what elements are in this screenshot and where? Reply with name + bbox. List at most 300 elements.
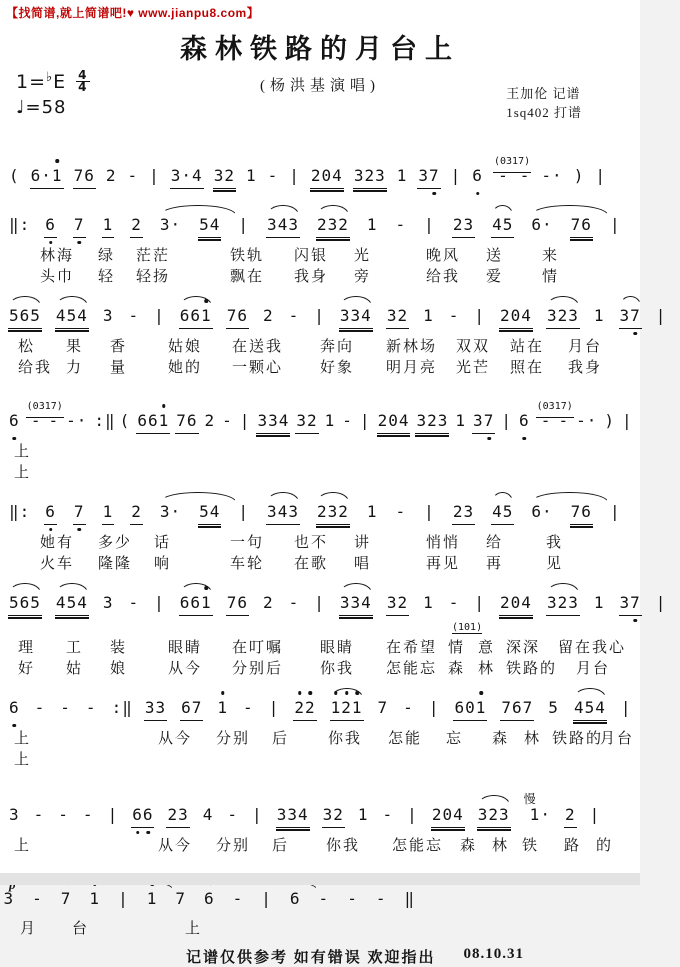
note-group [111,698,134,720]
octave-dot [162,404,166,408]
lyric-word: 意 [478,640,496,656]
note-char: - [403,698,414,717]
note-char: 2 [167,805,179,824]
note-group [127,593,140,615]
note-char: 1 [324,411,336,430]
note-group [316,502,350,525]
note-group [198,215,221,238]
lyrics-line [0,244,640,265]
note-group [31,889,44,911]
music-system [0,777,640,855]
note-char: 2 [307,411,318,430]
note-char: | [314,306,325,325]
notation-line [0,140,640,195]
note-char: 6 [30,166,42,185]
note-group [170,166,204,189]
note-char: · [76,411,88,430]
note-char: 7 [60,889,72,908]
lyric-word: 你我 [328,731,363,747]
header-row [0,66,640,132]
note-char: - [227,805,239,824]
note-char: : [111,698,123,717]
note-group [540,411,553,433]
note-char: 4 [277,215,289,234]
note-group [288,306,301,328]
note-char: 2 [305,698,316,718]
note-char: 2 [500,306,511,325]
note-group [406,805,419,827]
note-char: 3 [477,805,489,824]
note-group [499,306,533,329]
note-char: 3 [257,411,269,430]
lyric-word: 隆隆 [98,556,133,572]
notation-line [0,385,640,440]
note-group [82,805,95,827]
note-group [570,215,593,238]
note-char: | [407,805,418,824]
note-group [34,698,47,720]
note-char: - [60,698,71,717]
note-group [619,593,642,616]
note-char: 3 [463,215,475,234]
note-group [546,593,580,616]
note-char: 3 [546,306,558,325]
note-group [472,411,495,434]
note-group [88,889,101,911]
note-char: · [552,166,563,185]
note-char: 0 [442,805,454,824]
note-group [540,166,563,188]
song-title: 森林铁路的月台上 [180,34,460,64]
note-char: · [170,215,182,234]
lyric-word: 明月亮 [386,360,438,376]
note-group [593,306,606,328]
lyric-word: 林 [524,731,542,747]
octave-dot [298,691,302,695]
note-char: 2 [500,593,511,612]
note-char: 4 [209,215,221,234]
note-char: 5 [584,698,596,717]
lyric-word: 见 [546,556,564,572]
note-char: 1 [147,889,158,909]
note-group [146,889,159,911]
time-signature-denominator: 4 [78,80,88,94]
lyrics-line [0,265,640,286]
note-char: 7 [570,215,582,234]
notation-line [0,294,667,335]
note-group [382,805,395,827]
note-group [497,166,510,188]
note-char: 6 [237,593,248,612]
note-char: - [232,889,244,908]
lyric-word: 眼睛 [320,640,355,656]
note-char: · [542,502,553,521]
note-group [621,411,634,433]
note-char: 4 [77,306,88,325]
note-char: ) [566,401,573,412]
note-char: 0 [388,411,399,430]
note-char: 4 [277,502,289,521]
note-group [203,889,216,911]
note-char: - [288,306,300,325]
lyric-word: 果 [66,339,84,355]
notation-line [0,203,640,244]
slur-group [530,215,609,238]
note-group [594,166,607,188]
note-char: 6 [203,889,215,908]
lyric-word: 轻 [98,269,116,285]
note-group [473,306,486,328]
lyric-word: 悄悄 [426,535,461,551]
lyric-word: 忘 [446,731,464,747]
note-group [93,411,116,433]
lyric-word: 在送我 [232,339,284,355]
octave-dot [205,586,209,590]
note-group [471,166,484,188]
note-char: 2 [488,805,500,824]
note-group [402,698,415,720]
note-char: 6 [179,593,191,612]
note-group [117,889,130,911]
note-char: 6 [19,306,31,325]
notation-line [0,581,667,622]
lyric-word: 留在我心 [558,640,627,656]
octave-dot [345,691,349,695]
note-char: - [448,306,460,325]
note-char: 0 [32,401,39,412]
octave-dot [309,691,313,695]
note-char: 3 [386,306,398,325]
note-char: 7 [522,698,534,717]
note-group [180,698,203,721]
note-group [395,215,408,237]
note-char: 1 [52,166,63,186]
note-group [450,166,463,188]
note-char: ) [604,411,615,430]
note-char: 6 [132,805,143,825]
note-char: 2 [557,593,569,612]
lyric-word: 分别 [216,731,251,747]
note-group [453,698,487,721]
note-char: 3 [546,593,558,612]
note-group [119,411,132,433]
lyric-word: 工 [66,640,84,656]
note-char: 2 [564,805,576,824]
lyrics-line [0,727,640,748]
note-char: - [243,698,254,717]
lyric-word: 光芒 [456,360,491,376]
note-char: 1 [352,698,363,718]
note-char: 4 [209,502,221,521]
note-char: 3 [102,306,114,325]
music-system [0,385,640,482]
note-char: | [118,889,129,908]
note-char: 7 [226,593,238,612]
note-group [530,215,553,237]
lyric-word: 她有 [40,535,75,551]
lyric-word: 怎能 [388,731,423,747]
note-group [226,306,249,329]
note-group [262,593,275,615]
note-group [322,805,345,828]
note-group [310,166,344,189]
flat-icon: ♭ [46,70,54,85]
note-group [237,502,250,524]
lyric-word: 铁轨 [230,248,265,264]
octave-dot [479,691,483,695]
note-char: 2 [224,166,235,185]
note-char: 7 [50,401,57,412]
note-group [174,889,187,911]
lyric-word: 松 [18,339,36,355]
note-group [316,215,350,238]
note-char: 7 [560,401,567,412]
note-char: 7 [175,889,186,908]
lyric-word: 奔向 [320,339,355,355]
tempo-marking: ♩=58 [16,97,67,118]
note-char: ) [573,166,585,185]
note-char: 3 [327,215,339,234]
note-char: 3 [102,593,114,612]
note-char: - [375,889,387,908]
note-char: | [609,215,621,234]
note-char: 2 [557,306,569,325]
note-char: | [620,698,632,717]
note-char: 6 [512,698,523,717]
note-group [8,166,21,188]
note-group [102,593,115,615]
key-prefix: 1= [16,70,47,93]
lyrics-line [0,335,640,356]
note-group [266,215,300,238]
note-group [276,805,310,828]
note-group [8,502,31,524]
note-char: 4 [573,698,585,717]
slur-group [203,889,318,911]
note-char: 0 [510,593,522,612]
note-group [260,889,273,911]
note-group [44,502,57,525]
note-group [403,889,416,911]
note-char: - [85,698,97,717]
note-char: · [540,805,551,824]
note-char: 6 [289,889,301,908]
note-char: | [622,411,633,430]
note-char: 6 [186,411,198,430]
lyrics-line [0,657,640,678]
note-char: | [359,411,371,430]
note-char: 4 [297,805,309,824]
note-char: 4 [398,411,410,430]
note-group [589,805,602,827]
note-group [295,411,318,434]
note-char: | [474,306,486,325]
note-char: 3 [213,166,225,185]
lyric-word: 森 [460,838,478,854]
note-group [47,411,60,433]
note-group [198,502,221,525]
note-char: 3 [548,401,555,412]
lyric-word: 站在 [510,339,545,355]
note-char: | [252,805,263,824]
note-char: | [239,411,251,430]
note-group [127,306,140,328]
note-group [395,502,408,524]
note-group [153,593,166,615]
note-group [232,889,245,911]
note-char: · [586,411,598,430]
lyric-word: 从今 [158,838,193,854]
note-group [216,698,229,720]
note-char: 4 [55,593,67,612]
note-group [144,698,167,721]
note-group [452,502,475,525]
note-char: | [424,502,435,521]
lyric-word: 怎能忘 [392,838,444,854]
note-char: ‖ [404,889,416,908]
note-group [346,889,359,911]
lyric-word: 也不 [294,535,329,551]
note-group [366,215,379,237]
note-char: | [149,166,160,185]
note-char: 2 [338,502,349,521]
note-char: ( [9,166,20,185]
note-char: 5 [548,698,559,717]
lyric-word: 铁路的 [552,731,604,747]
note-char: 4 [453,805,464,824]
lyric-word: 分别 [216,838,251,854]
note-char: - [448,593,460,612]
note-char: 1 [102,215,114,234]
note-group [226,593,249,616]
note-char: 2 [397,306,409,325]
note-group [573,698,607,721]
note-char: 7 [191,698,203,717]
note-group [179,306,213,329]
note-char: - [541,166,553,185]
notation-line [0,490,640,531]
note-char: 4 [361,306,372,325]
note-char: 7 [74,502,85,522]
note-group [179,593,213,616]
note-char: - [558,411,570,430]
note-char: 3 [437,411,449,430]
note-char: 3 [159,215,171,234]
note-char: | [609,502,621,521]
lyric-word: 你我 [320,661,355,677]
note-char: 1 [593,593,605,612]
note-char: 2 [316,215,328,234]
note-char: 3 [327,502,339,521]
lyric-word: 车轮 [230,556,265,572]
note-char: | [289,166,300,185]
note-char: 1 [89,889,100,909]
note-char: - [127,166,139,185]
note-group [423,502,436,524]
note-char: | [314,593,325,612]
lyric-word: 从今 [168,661,203,677]
lyric-word: 香 [110,339,128,355]
lyric-word: 给我 [426,269,461,285]
note-char: 3 [463,502,475,521]
lyric-word: 火车 [40,556,75,572]
lyric-word: 姑娘 [168,339,203,355]
note-group [448,306,461,328]
time-signature-numerator: 4 [78,68,88,82]
note-char: | [238,502,250,521]
note-char: 2 [131,502,142,521]
note-char: 3 [3,889,15,908]
note-char: 7 [377,698,389,717]
note-char: 1 [423,593,434,612]
lyric-word: 照在 [510,360,545,376]
note-group [102,502,115,525]
lyric-word: 新林场 [386,339,438,355]
note-char: 3 [287,805,298,824]
key-note: E [53,70,67,93]
note-char: - [342,411,353,430]
note-char: 2 [294,698,305,718]
note-char: 7 [429,166,440,186]
note-char: 2 [377,411,389,430]
lyric-word: 上 [185,921,203,937]
note-char: 3 [418,166,430,185]
note-char: 7 [176,411,187,430]
note-group [500,698,534,721]
note-char: 1 [44,401,51,412]
note-char: : [19,215,31,234]
note-char: 3 [386,593,398,612]
note-char: ‖ [9,215,20,234]
note-char: 6 [19,593,31,612]
note-group [396,166,409,188]
note-char: 6 [519,411,530,431]
lyric-word: 你我 [326,838,361,854]
note-char: 3 [619,306,631,325]
lyric-word: 一句 [230,535,265,551]
note-char: 4 [521,593,532,612]
slur-group [159,502,238,525]
credit-typesetter: 1sq402 打谱 [506,105,582,120]
lyrics-line [0,552,640,573]
lyric-word: 铁 [522,838,540,854]
note-group [573,166,586,188]
note-group [620,698,633,720]
lyric-word: 眼睛 [168,640,203,656]
note-char: ‖ [122,698,133,717]
note-group [570,502,593,525]
note-char: 1 [102,502,114,521]
octave-dot [205,299,209,303]
note-char: - [347,889,358,908]
lyric-word: 台 [72,921,90,937]
lyric-word: 再 [486,556,504,572]
note-char: 3 [276,805,288,824]
note-char: 5 [30,593,41,612]
lyric-word: 森 [448,661,466,677]
lyric-word: 装 [110,640,128,656]
note-group [102,215,115,238]
note-group [159,215,182,237]
lyric-word: 林 [492,838,510,854]
note-group [175,411,198,434]
note-group [448,593,461,615]
note-char: 2 [310,166,322,185]
note-char: 7 [73,166,85,185]
note-char: 7 [630,306,641,326]
note-group [105,166,118,188]
lyric-word: 双双 [456,339,491,355]
